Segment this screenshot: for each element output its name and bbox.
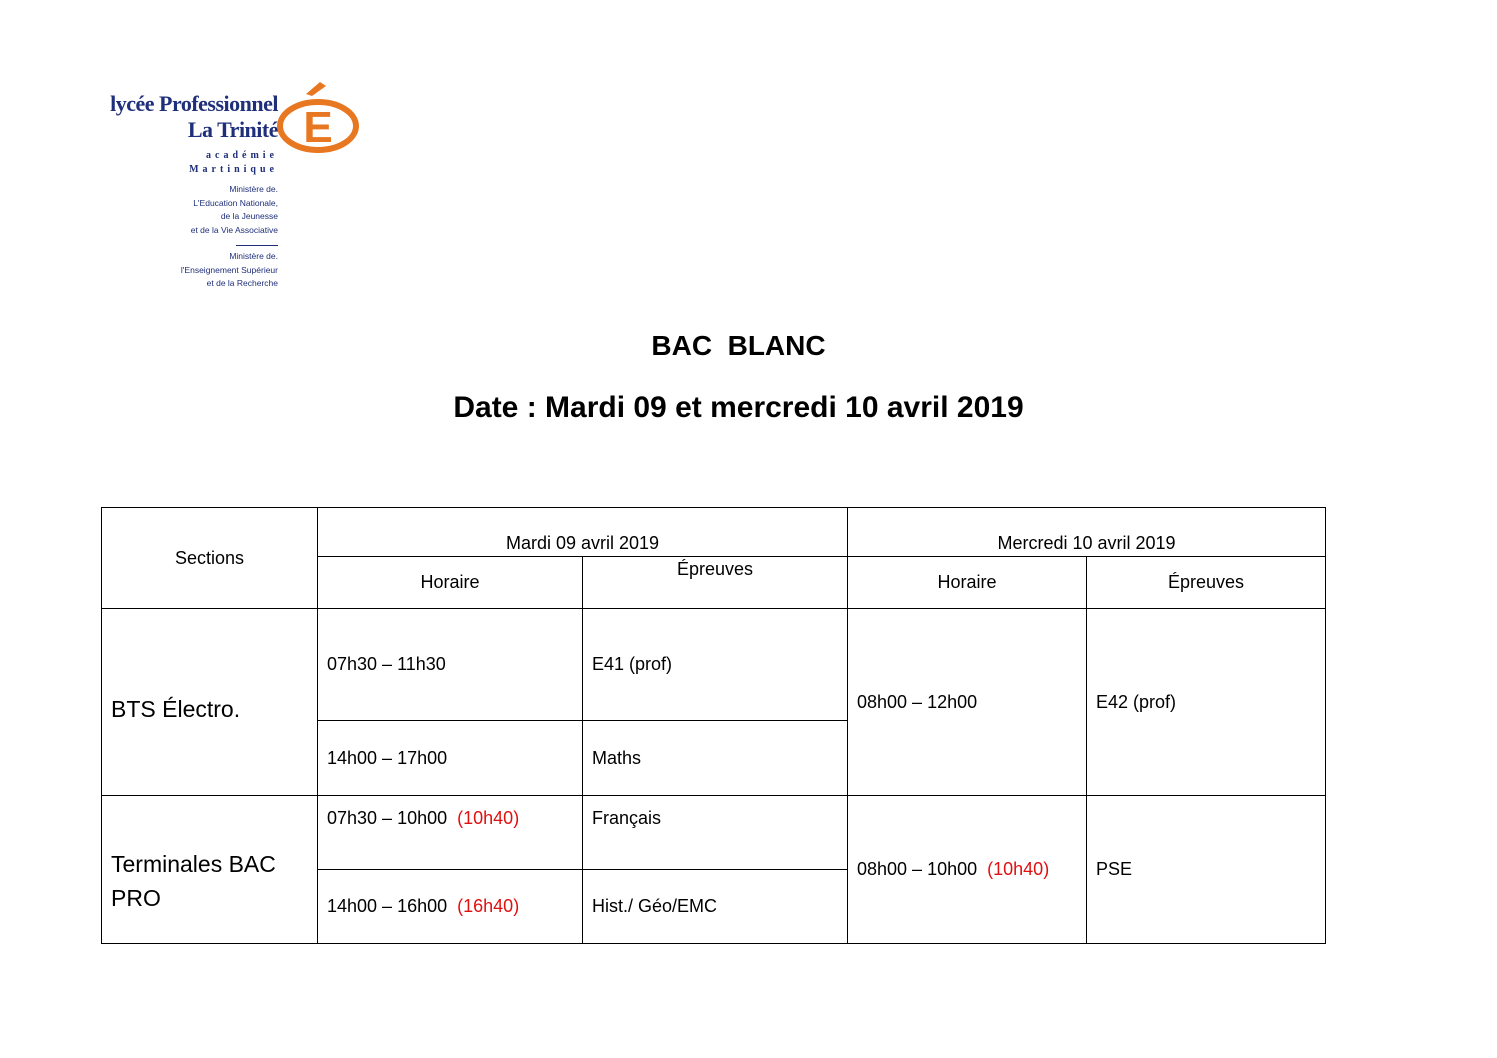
- bac-day2-time-text: 08h00 – 10h00: [857, 859, 978, 879]
- section-bts: BTS Électro.: [102, 609, 318, 796]
- ministry-education-line: et de la Vie Associative: [190, 224, 278, 235]
- logo-ministry-education: [191, 183, 278, 237]
- bac-day1-slot1-exam: Français: [583, 796, 848, 870]
- logo-school-line2: La Trinité: [187, 117, 278, 142]
- day1-epreuves-header: Épreuves: [583, 557, 848, 609]
- bac-day1-slot1-time-text: 07h30 – 10h00: [327, 808, 448, 828]
- logo-ministry-higher-education: [181, 250, 278, 291]
- bac-day1-slot1-time: [318, 796, 583, 870]
- bac-day2-exam: PSE: [1087, 796, 1326, 944]
- academie-e-logo-icon: [276, 80, 360, 156]
- table-row: [102, 796, 1326, 870]
- logo-school-line1: lycée Professionnel: [110, 91, 278, 116]
- exam-schedule-table: [101, 507, 1326, 944]
- bac-day1-slot2-exam: Hist./ Géo/EMC: [583, 870, 848, 944]
- logo-academie: académie: [206, 150, 278, 161]
- ministry-education-line: de la Jeunesse: [220, 211, 278, 221]
- ministry-higher-line: l'Enseignement Supérieur: [180, 264, 278, 275]
- bac-day1-slot2-time-text: 14h00 – 16h00: [327, 896, 448, 916]
- bac-day1-slot2-extended-time: (16h40): [457, 896, 520, 916]
- day2-header: Mercredi 10 avril 2019: [848, 508, 1326, 557]
- school-logo: [98, 80, 360, 292]
- sections-header: Sections: [102, 508, 318, 609]
- section-bac-pro: Terminales BAC PRO: [102, 796, 318, 944]
- table-header-row: [102, 508, 1326, 557]
- day1-header: Mardi 09 avril 2019: [318, 508, 848, 557]
- svg-text:E: E: [303, 103, 333, 152]
- day1-horaire-header: Horaire: [318, 557, 583, 609]
- ministry-higher-line: Ministère de.: [229, 251, 278, 261]
- ministry-higher-line: et de la Recherche: [206, 278, 278, 288]
- bac-day1-slot1-extended-time: (10h40): [457, 808, 520, 828]
- logo-martinique: Martinique: [189, 164, 278, 175]
- bts-day1-slot1-exam: E41 (prof): [583, 609, 848, 721]
- day2-horaire-header: Horaire: [848, 557, 1087, 609]
- document-title: BAC BLANC: [651, 330, 826, 361]
- document-date: Date : Mardi 09 et mercredi 10 avril 2019: [453, 391, 1024, 424]
- bts-day2-time: 08h00 – 12h00: [848, 609, 1087, 796]
- logo-divider: [236, 245, 278, 246]
- bac-day1-slot2-time: [318, 870, 583, 944]
- bts-day2-exam: E42 (prof): [1087, 609, 1326, 796]
- ministry-education-line: L'Education Nationale,: [193, 197, 278, 208]
- table-row: [102, 609, 1326, 721]
- ministry-education-line: Ministère de.: [229, 184, 278, 194]
- bts-day1-slot2-exam: Maths: [583, 721, 848, 796]
- bts-day1-slot2-time: 14h00 – 17h00: [318, 721, 583, 796]
- bac-day2-extended-time: (10h40): [987, 859, 1050, 879]
- day2-epreuves-header: Épreuves: [1087, 557, 1326, 609]
- bts-day1-slot1-time: 07h30 – 11h30: [318, 609, 583, 721]
- bac-day2-time: [848, 796, 1087, 944]
